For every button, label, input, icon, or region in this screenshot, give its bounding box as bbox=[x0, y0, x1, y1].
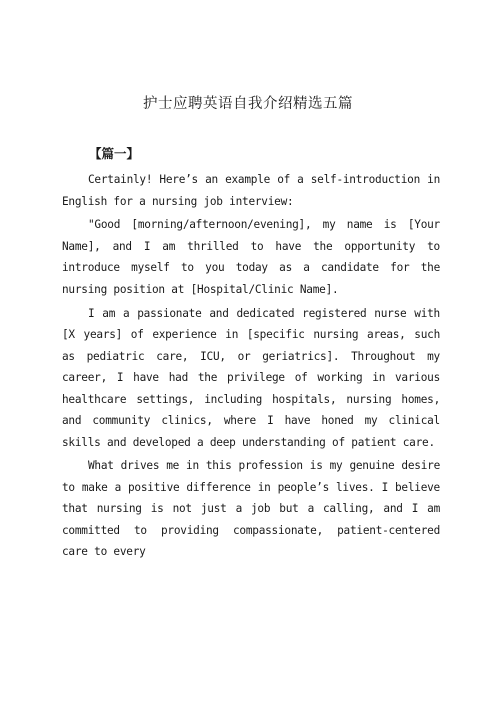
paragraph-intro: Certainly! Here’s an example of a self-introduction in English for a nursing job interview: bbox=[62, 173, 440, 208]
paragraph-experience: I am a passionate and dedicated registered nurse with [X years] of experience in [specific nursing areas, such as pediatric care, ICU, or geriatrics]. Throughout my career, I have had the privilege of working in various healthcare settings, including hospitals, nursing homes, and community clinics, where I have honed my clinical skills and developed a deep understanding of patient care. bbox=[62, 306, 440, 449]
paragraph-greeting: "Good [morning/afternoon/evening], my name is [Your Name], and I am thrilled to have the opportunity to introduce myself to you today as a candidate for the nursing position at [Hospital/Clinic Name]. bbox=[62, 218, 440, 296]
document-body bbox=[62, 169, 440, 565]
document-title: 护士应聘英语自我介绍精选五篇 bbox=[143, 96, 353, 112]
section-heading: 【篇一】 bbox=[89, 146, 140, 161]
paragraph-motivation: What drives me in this profession is my genuine desire to make a positive difference in people’s lives. I believe that nursing is not just a job but a calling, and I am committed to providing compassionate, patient-centered care to every bbox=[62, 459, 440, 559]
